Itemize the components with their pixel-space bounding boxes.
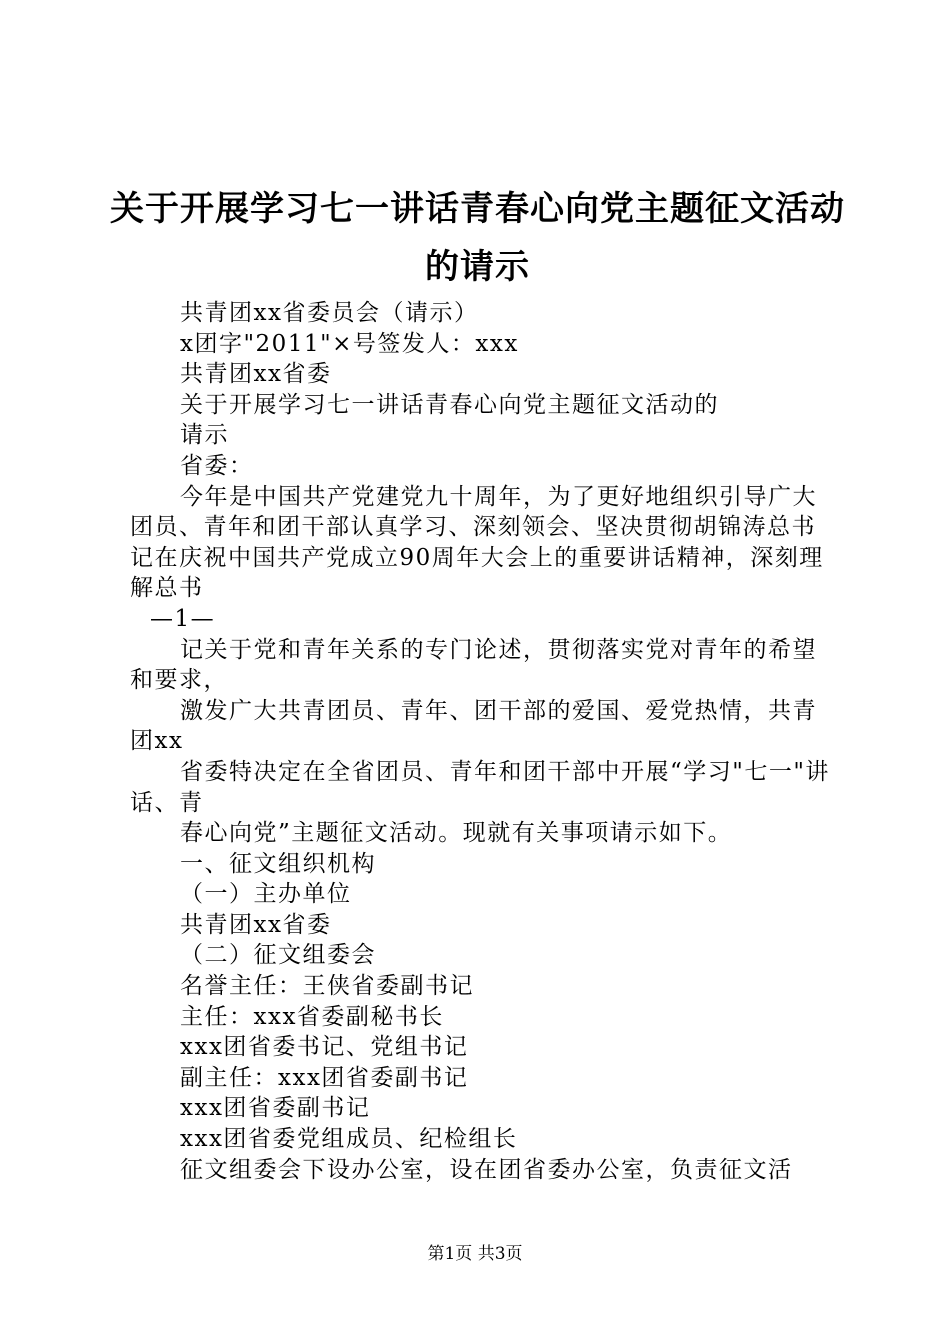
list-item: 名誉主任：王侠省委副书记 [180,973,474,1000]
document-number-line: x团字"2011"×号签发人：xxx [180,330,519,357]
paragraph: 省委特决定在全省团员、青年和团干部中开展“学习"七一"讲话、青 [130,758,830,816]
subject-line-cont: 请示 [180,422,229,449]
subsection-heading: （一）主办单位 [180,881,352,908]
page-marker: —1— [150,605,216,632]
list-item: xxx团省委书记、党组书记 [180,1034,469,1061]
paragraph: 春心向党”主题征文活动。现就有关事项请示如下。 [180,820,733,847]
list-item: xxx团省委副书记 [180,1095,371,1122]
paragraph: 今年是中国共产党建党九十周年，为了更好地组织引导广大团员、青年和团干部认真学习、深刻领会、坚决贯彻胡锦涛总书记在庆祝中国共产党成立90周年大会上的重要讲话精神，深刻理解总书 [130,483,824,602]
list-item: 副主任：xxx团省委副书记 [180,1064,469,1091]
salutation: 省委： [180,452,254,479]
letter-header-line: 共青团xx省委员会（请示） [180,300,479,326]
list-item: 共青团xx省委 [180,911,332,938]
paragraph: 激发广大共青团员、青年、团干部的爱国、爱党热情，共青团xx [130,697,817,755]
list-item: 主任：xxx省委副秘书长 [180,1003,444,1030]
paragraph: 记关于党和青年关系的专门论述，贯彻落实党对青年的希望和要求， [130,636,817,694]
list-item: xxx团省委党组成员、纪检组长 [180,1126,518,1153]
document-title: 关于开展学习七一讲话青春心向党主题征文活动的请示 [110,189,845,287]
page-footer: 第1页 共3页 [427,1244,523,1264]
paragraph: 征文组委会下设办公室，设在团省委办公室，负责征文活 [180,1156,793,1183]
subsection-heading: （二）征文组委会 [180,942,376,969]
issuer-line: 共青团xx省委 [180,361,332,388]
section-heading: 一、征文组织机构 [180,850,376,877]
document-body [130,298,830,1185]
subject-line: 关于开展学习七一讲话青春心向党主题征文活动的 [180,391,719,418]
